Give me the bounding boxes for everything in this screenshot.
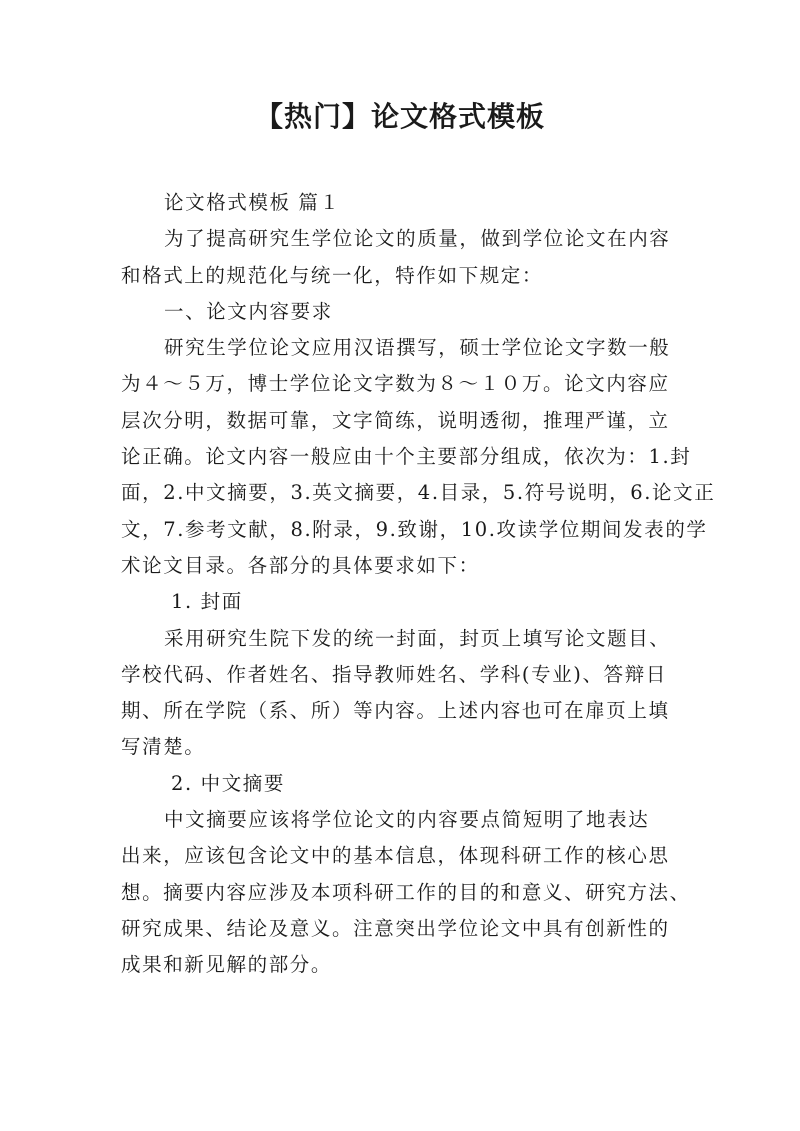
document-body bbox=[121, 185, 716, 984]
paragraph-line: 面，2.中文摘要，3.英文摘要，4.目录，5.符号说明，6.论文正 bbox=[121, 481, 716, 505]
paragraph-line: 学校代码、作者姓名、指导教师姓名、学科(专业)、答辩日 bbox=[121, 662, 667, 686]
subsection-heading: 1. 封面 bbox=[171, 590, 243, 614]
paragraph-line: 文，7.参考文献，8.附录，9.致谢，10.攻读学位期间发表的学 bbox=[121, 517, 708, 541]
paragraph-line: 研究生学位论文应用汉语撰写，硕士学位论文字数一般 bbox=[164, 336, 671, 360]
section-heading: 一、论文内容要求 bbox=[164, 299, 333, 323]
paragraph-line: 采用研究生院下发的统一封面，封页上填写论文题目、 bbox=[164, 626, 671, 650]
paragraph-line: 术论文目录。各部分的具体要求如下： bbox=[121, 553, 480, 577]
paragraph-line: 研究成果、结论及意义。注意突出学位论文中具有创新性的 bbox=[121, 916, 670, 940]
paragraph-line: 为了提高研究生学位论文的质量，做到学位论文在内容 bbox=[164, 227, 671, 251]
document-title: 【热门】论文格式模板 bbox=[254, 100, 545, 133]
paragraph-line: 成果和新见解的部分。 bbox=[121, 953, 333, 977]
paragraph-line: 层次分明，数据可靠，文字简练，说明透彻，推理严谨，立 bbox=[121, 408, 670, 432]
paragraph-line: 和格式上的规范化与统一化，特作如下规定： bbox=[121, 263, 544, 287]
paragraph-line: 想。摘要内容应涉及本项科研工作的目的和意义、研究方法、 bbox=[121, 880, 691, 904]
paragraph-line: 论正确。论文内容一般应由十个主要部分组成，依次为：1.封 bbox=[121, 445, 692, 469]
subsection-heading: 2. 中文摘要 bbox=[171, 771, 286, 795]
section-heading: 论文格式模板 篇１ bbox=[164, 191, 341, 214]
paragraph-line: 期、所在学院（系、所）等内容。上述内容也可在扉页上填 bbox=[121, 699, 670, 723]
paragraph-line: 为４～５万，博士学位论文字数为８～１０万。论文内容应 bbox=[121, 372, 670, 396]
paragraph-line: 写清楚。 bbox=[121, 735, 206, 759]
paragraph-line: 中文摘要应该将学位论文的内容要点简短明了地表达 bbox=[164, 808, 650, 832]
paragraph-line: 出来，应该包含论文中的基本信息，体现科研工作的核心思 bbox=[121, 844, 670, 868]
